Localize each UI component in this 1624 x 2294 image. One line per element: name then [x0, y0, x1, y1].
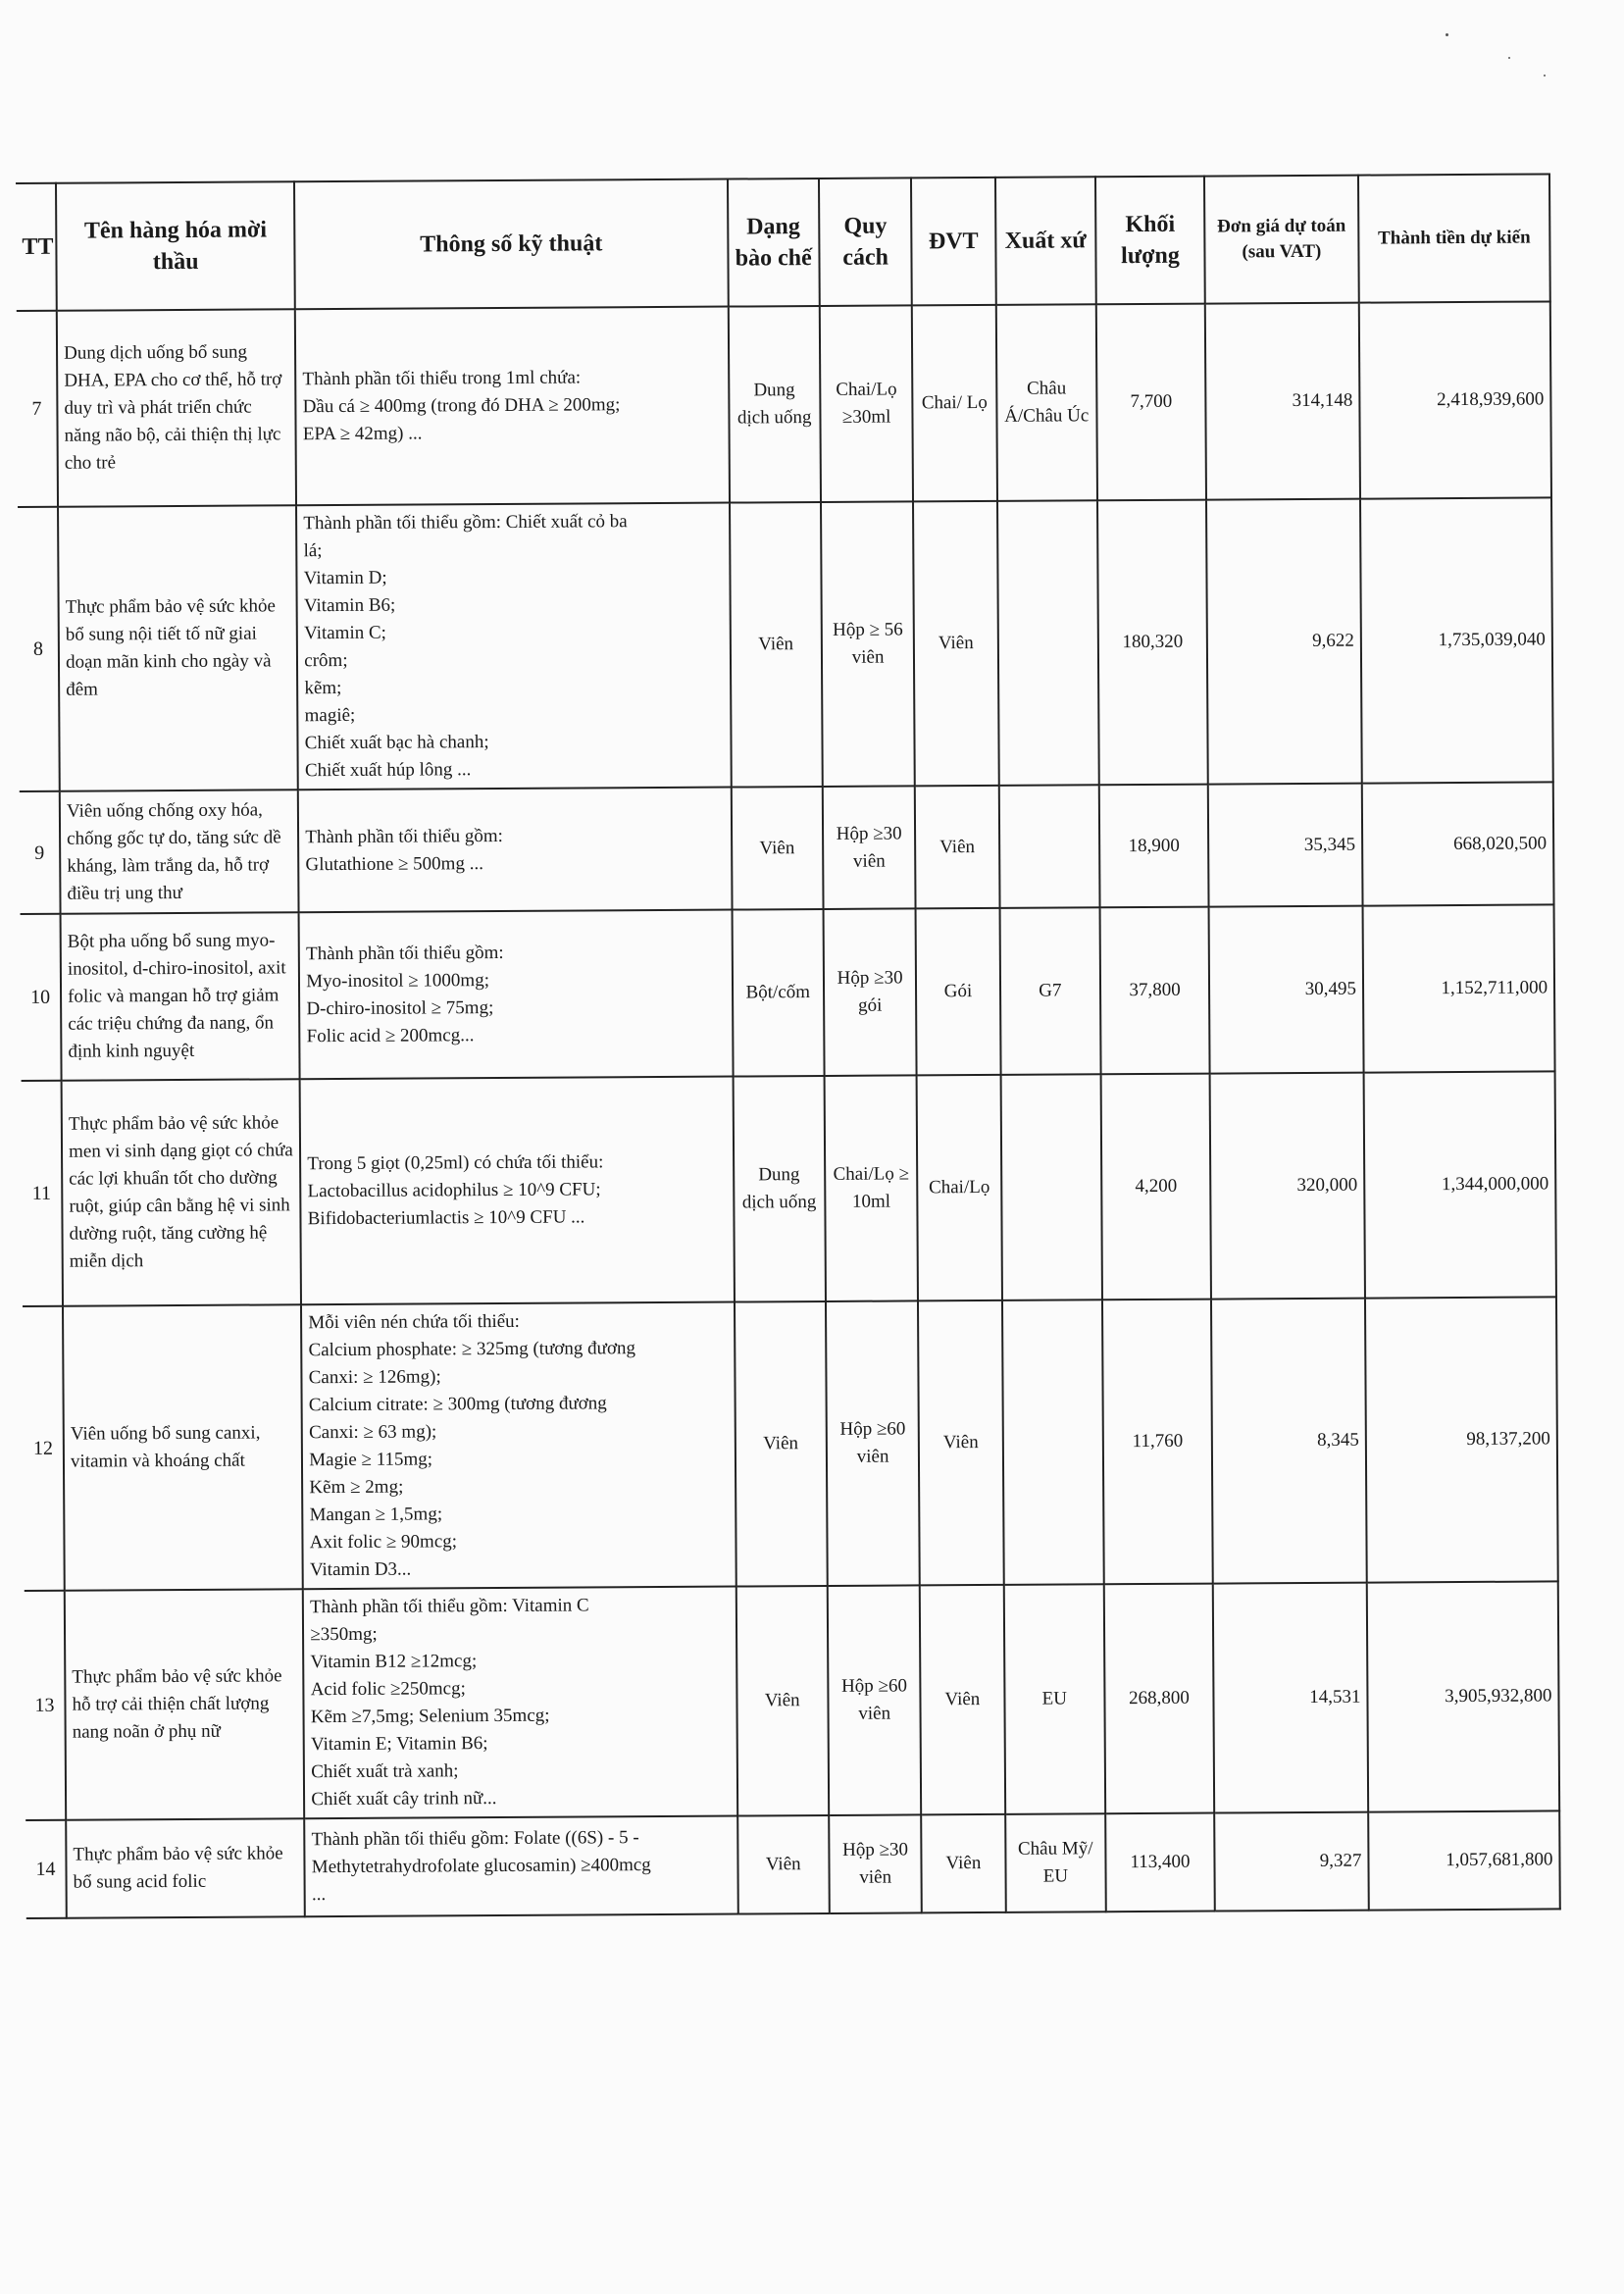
- spec-line: Vitamin D3...: [309, 1558, 412, 1581]
- spec-line: Chiết xuất cây trinh nữ...: [311, 1788, 497, 1810]
- item-name-text: Dung dịch uống bổ sung DHA, EPA cho cơ thể, hỗ trợ duy trì và phát triển chức năng não bộ, cải thiện thị lực cho trẻ: [64, 341, 282, 474]
- item-name-text: Thực phẩm bảo vệ sức khỏe men vi sinh dạng giọt có chứa các lợi khuẩn tốt cho dường ruột, giúp cân bằng hệ vi sinh dường ruột, tăng cường hệ miễn dịch: [68, 1112, 293, 1272]
- origin: [997, 500, 1099, 786]
- header-tt: TT: [16, 183, 57, 311]
- packing: Hộp ≥60 viên: [826, 1300, 920, 1586]
- packing: Hộp ≥ 56 viên: [821, 501, 915, 787]
- quantity: 180,320: [1097, 500, 1208, 786]
- row-number: 14: [25, 1820, 67, 1918]
- spec-line: Magie ≥ 115mg;: [309, 1449, 433, 1471]
- scan-speck: [1508, 57, 1510, 59]
- spec-line: Calcium phosphate: ≥ 325mg (tương đương: [308, 1338, 636, 1361]
- quantity: 268,800: [1104, 1584, 1214, 1814]
- spec-line: Vitamin C;: [304, 622, 386, 644]
- header-item-name: Tên hàng hóa mời thầu: [56, 181, 295, 310]
- total-amount: 98,137,200: [1365, 1297, 1558, 1582]
- dosage-form: Viên: [730, 502, 823, 788]
- spec-line: Lactobacillus acidophilus ≥ 10^9 CFU;: [307, 1179, 601, 1202]
- spec-line: ≥350mg;: [310, 1623, 378, 1646]
- table-row: [21, 904, 1555, 1081]
- spec-line: Thành phần tối thiểu gồm: Chiết xuất cỏ ba: [303, 511, 628, 535]
- origin: Châu Á/Châu Úc: [995, 304, 1097, 501]
- origin: Châu Mỹ/ EU: [1005, 1813, 1106, 1912]
- row-number: 11: [22, 1081, 63, 1306]
- item-name-text: Thực phẩm bảo vệ sức khỏe bổ sung acid folic: [73, 1843, 283, 1893]
- dosage-form: Dung dịch uống: [733, 1076, 826, 1302]
- item-spec: [300, 1077, 735, 1305]
- total-amount: 1,735,039,040: [1360, 497, 1553, 783]
- unit-price: 35,345: [1208, 784, 1363, 907]
- item-name: [62, 1079, 302, 1305]
- dosage-form: Viên: [736, 1586, 829, 1816]
- row-number: 13: [25, 1591, 66, 1820]
- item-spec: [303, 1587, 737, 1819]
- quantity: 18,900: [1099, 785, 1209, 908]
- spec-line: Thành phần tối thiểu gồm:: [306, 942, 504, 965]
- unit: Chai/Lọ: [917, 1075, 1002, 1301]
- spec-line: Thành phần tối thiểu trong 1ml chứa:: [302, 367, 582, 390]
- row-number: 7: [17, 311, 58, 507]
- unit: Viên: [915, 786, 999, 909]
- origin: [1000, 1074, 1102, 1300]
- packing: Chai/Lọ ≥ 10ml: [825, 1075, 919, 1301]
- spec-line: Vitamin B6;: [303, 594, 396, 617]
- unit-price: 8,345: [1211, 1299, 1367, 1584]
- spec-line: magiê;: [304, 704, 356, 727]
- packing: Hộp ≥60 viên: [828, 1585, 922, 1815]
- packing: Chai/Lọ ≥30ml: [820, 305, 914, 502]
- spec-line: Acid folic ≥250mcg;: [310, 1678, 466, 1701]
- origin: [1001, 1300, 1103, 1585]
- table-row: [17, 301, 1551, 507]
- spec-line: Canxi: ≥ 63 mg);: [308, 1421, 437, 1444]
- spec-line: Thành phần tối thiểu gồm: Folate ((6S) - 5 -: [311, 1827, 639, 1851]
- item-name: [65, 1589, 305, 1819]
- packing: Hộp ≥30 viên: [823, 786, 916, 909]
- bid-items-table: [16, 173, 1561, 1919]
- spec-line: Canxi: ≥ 126mg);: [308, 1366, 441, 1389]
- spec-line: lá;: [303, 540, 323, 562]
- spec-line: Mangan ≥ 1,5mg;: [309, 1504, 443, 1526]
- spec-line: Bifidobacteriumlactis ≥ 10^9 CFU ...: [307, 1206, 585, 1230]
- table-body: [17, 301, 1560, 1918]
- spec-line: Methytetrahydrofolate glucosamin) ≥400mcg: [311, 1855, 651, 1878]
- spec-line: Calcium citrate: ≥ 300mg (tương đương: [308, 1393, 607, 1416]
- spec-line: Chiết xuất húp lông ...: [304, 759, 472, 782]
- item-spec: [295, 307, 729, 506]
- total-amount: 668,020,500: [1362, 782, 1554, 905]
- item-name-text: Bột pha uống bổ sung myo-inositol, d-chiro-inositol, axit folic và mangan hỗ trợ giảm các triệu chứng đa nang, ổn định kinh nguyệt: [67, 930, 286, 1062]
- spec-line: Chiết xuất trà xanh;: [311, 1760, 459, 1783]
- item-name-text: Viên uống chống oxy hóa, chống gốc tự do, tăng sức dề kháng, làm trắng da, hỗ trợ điều trị ung thư: [66, 798, 281, 904]
- spec-line: Myo-inositol ≥ 1000mg;: [306, 970, 490, 993]
- spec-line: Kẽm ≥ 2mg;: [309, 1476, 404, 1499]
- unit: Chai/ Lọ: [912, 305, 996, 502]
- item-name: [60, 790, 299, 913]
- origin: EU: [1003, 1584, 1105, 1814]
- total-amount: 1,344,000,000: [1364, 1071, 1556, 1298]
- quantity: 37,800: [1100, 907, 1210, 1075]
- total-amount: 1,152,711,000: [1362, 904, 1554, 1072]
- total-amount: 2,418,939,600: [1359, 301, 1551, 498]
- table-row: [25, 1810, 1560, 1918]
- row-number: 10: [21, 914, 62, 1081]
- packing: Hộp ≥30 viên: [829, 1814, 922, 1913]
- quantity: 7,700: [1096, 304, 1206, 501]
- spec-line: Chiết xuất bạc hà chanh;: [304, 732, 489, 754]
- dosage-form: Bột/cốm: [732, 909, 824, 1077]
- item-name-text: Thực phẩm bảo vệ sức khỏe bổ sung nội tiết tố nữ giai doạn mãn kinh cho ngày và đêm: [65, 595, 276, 700]
- spec-line: Mỗi viên nén chứa tối thiểu:: [308, 1310, 520, 1334]
- quantity: 4,200: [1101, 1074, 1211, 1300]
- scan-speck: [1446, 33, 1448, 36]
- unit-price: 14,531: [1213, 1583, 1368, 1813]
- table-row: [22, 1071, 1556, 1306]
- unit: Viên: [913, 501, 998, 787]
- item-spec: [304, 1816, 737, 1917]
- dosage-form: Viên: [737, 1815, 830, 1914]
- item-name-text: Viên uống bổ sung canxi, vitamin và khoáng chất: [70, 1422, 261, 1472]
- spec-line: Thành phần tối thiểu gồm: Vitamin C: [310, 1595, 589, 1618]
- spec-line: Thành phần tối thiểu gồm:: [305, 825, 503, 847]
- spec-line: Dầu cá ≥ 400mg (trong đó DHA ≥ 200mg;: [302, 394, 621, 418]
- spec-line: EPA ≥ 42mg) ...: [302, 423, 423, 445]
- spec-line: Vitamin B12 ≥12mcg;: [310, 1651, 478, 1673]
- spec-line: Glutathione ≥ 500mg ...: [305, 852, 484, 875]
- table-header-row: [16, 174, 1550, 311]
- item-spec: [298, 788, 732, 913]
- row-number: 12: [23, 1306, 65, 1591]
- item-spec: [296, 503, 731, 790]
- dosage-form: Viên: [735, 1301, 828, 1587]
- spec-line: Axit folic ≥ 90mcg;: [309, 1531, 458, 1554]
- packing: Hộp ≥30 gói: [823, 908, 916, 1076]
- unit: Viên: [918, 1300, 1003, 1586]
- unit: Viên: [920, 1585, 1005, 1815]
- header-form: Dạng bào chế: [728, 178, 820, 307]
- row-number: 8: [18, 507, 60, 791]
- spec-line: ...: [311, 1884, 327, 1906]
- item-name-text: Thực phẩm bảo vệ sức khỏe hỗ trợ cải thiện chất lượng nang noãn ở phụ nữ: [72, 1665, 282, 1743]
- header-unit: ĐVT: [911, 178, 995, 306]
- unit-price: 9,327: [1214, 1812, 1369, 1912]
- table-row: [20, 782, 1554, 914]
- item-name: [66, 1818, 305, 1917]
- quantity: 11,760: [1102, 1300, 1213, 1585]
- spec-line: Vitamin E; Vitamin B6;: [310, 1733, 488, 1756]
- spec-line: Kẽm ≥7,5mg; Selenium 35mcg;: [310, 1705, 550, 1728]
- item-name: [63, 1304, 303, 1590]
- table-row: [18, 497, 1553, 791]
- unit-price: 320,000: [1210, 1073, 1365, 1300]
- spec-line: Folic acid ≥ 200mcg...: [306, 1025, 475, 1047]
- unit-price: 314,148: [1205, 303, 1360, 500]
- spec-line: Vitamin D;: [303, 567, 387, 589]
- origin: [998, 785, 1099, 908]
- total-amount: 1,057,681,800: [1368, 1810, 1560, 1910]
- item-name: [58, 505, 298, 790]
- origin: G7: [999, 907, 1101, 1075]
- unit-price: 30,495: [1208, 906, 1363, 1074]
- unit: Gói: [916, 908, 1000, 1076]
- item-spec: [299, 910, 733, 1080]
- row-number: 9: [20, 791, 61, 914]
- unit: Viên: [922, 1814, 1006, 1913]
- header-packing: Quy cách: [819, 178, 912, 306]
- header-quantity: Khối lượng: [1095, 177, 1205, 305]
- total-amount: 3,905,932,800: [1367, 1581, 1559, 1811]
- spec-line: crôm;: [304, 649, 348, 672]
- item-name: [61, 912, 300, 1080]
- item-name: [57, 309, 296, 506]
- quantity: 113,400: [1105, 1813, 1214, 1912]
- unit-price: 9,622: [1206, 499, 1362, 785]
- spec-line: D-chiro-inositol ≥ 75mg;: [306, 997, 494, 1020]
- dosage-form: Viên: [731, 787, 823, 910]
- dosage-form: Dung dịch uống: [728, 306, 821, 503]
- header-origin: Xuất xứ: [994, 177, 1095, 305]
- scan-speck: [1544, 75, 1546, 76]
- item-spec: [301, 1302, 736, 1590]
- header-total: Thành tiền dự kiến: [1358, 174, 1550, 302]
- table-row: [23, 1297, 1558, 1591]
- spec-line: Trong 5 giọt (0,25ml) có chứa tối thiểu:: [307, 1151, 604, 1175]
- header-spec: Thông số kỹ thuật: [294, 179, 728, 310]
- header-unit-price: Đơn giá dự toán (sau VAT): [1204, 176, 1359, 304]
- spec-line: kẽm;: [304, 677, 342, 699]
- table-row: [25, 1581, 1559, 1820]
